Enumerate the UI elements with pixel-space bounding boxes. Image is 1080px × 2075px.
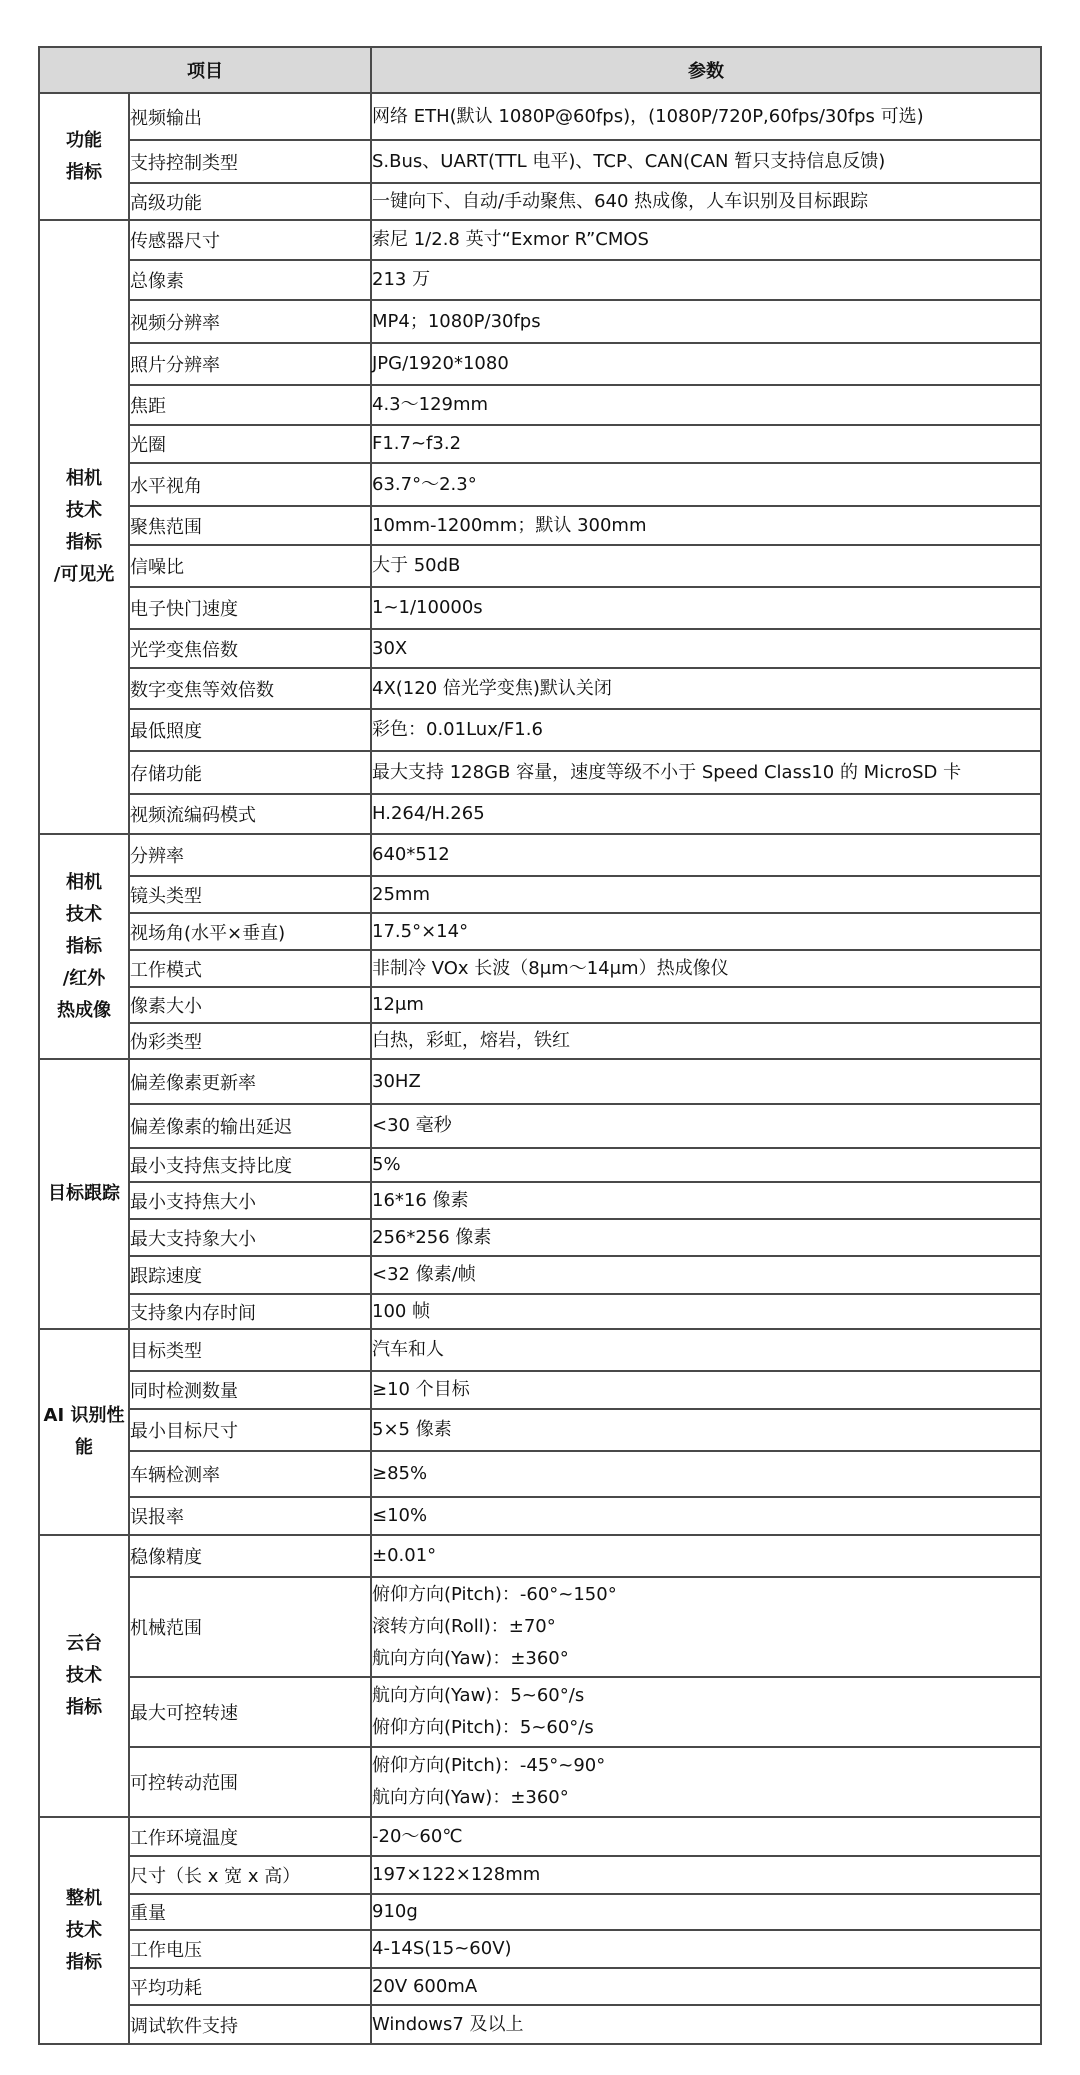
item-label: 总像素 xyxy=(129,260,371,300)
table-row xyxy=(39,1148,1041,1182)
table-row xyxy=(39,183,1041,220)
category-cell: 相机 技术 指标 /红外 热成像 xyxy=(39,834,129,1059)
item-value: F1.7~f3.2 xyxy=(371,425,1041,463)
table-row xyxy=(39,545,1041,587)
header-item: 项目 xyxy=(39,47,371,93)
item-value: 大于 50dB xyxy=(371,545,1041,587)
item-value: ≤10% xyxy=(371,1497,1041,1535)
item-value: 4.3～129mm xyxy=(371,385,1041,425)
item-label: 尺寸（长 x 宽 x 高） xyxy=(129,1856,371,1894)
table-row xyxy=(39,876,1041,913)
table-row xyxy=(39,1577,1041,1677)
item-label: 可控转动范围 xyxy=(129,1747,371,1817)
table-row xyxy=(39,709,1041,751)
item-label: 光圈 xyxy=(129,425,371,463)
spec-body xyxy=(39,93,1041,2044)
item-value: <30 毫秒 xyxy=(371,1104,1041,1148)
item-value: 100 帧 xyxy=(371,1294,1041,1329)
table-row xyxy=(39,1451,1041,1497)
item-label: 视频流编码模式 xyxy=(129,794,371,834)
item-value: 俯仰方向(Pitch)：-45°~90° 航向方向(Yaw)：±360° xyxy=(371,1747,1041,1817)
table-row xyxy=(39,260,1041,300)
item-label: 重量 xyxy=(129,1894,371,1930)
item-label: 焦距 xyxy=(129,385,371,425)
item-value: 25mm xyxy=(371,876,1041,913)
item-label: 平均功耗 xyxy=(129,1968,371,2005)
item-label: 工作电压 xyxy=(129,1930,371,1968)
item-value: 17.5°×14° xyxy=(371,913,1041,950)
item-value: 12μm xyxy=(371,987,1041,1023)
table-row xyxy=(39,2005,1041,2044)
table-header-row xyxy=(39,47,1041,93)
item-label: 伪彩类型 xyxy=(129,1023,371,1059)
item-value: 俯仰方向(Pitch)：-60°~150° 滚转方向(Roll)：±70° 航向方向(Yaw)：±360° xyxy=(371,1577,1041,1677)
item-value: 256*256 像素 xyxy=(371,1219,1041,1256)
item-value: 5×5 像素 xyxy=(371,1409,1041,1451)
item-label: 支持控制类型 xyxy=(129,140,371,183)
table-row xyxy=(39,913,1041,950)
item-value: 30HZ xyxy=(371,1059,1041,1104)
item-value: 一键向下、自动/手动聚焦、640 热成像，人车识别及目标跟踪 xyxy=(371,183,1041,220)
item-label: 最小支持焦大小 xyxy=(129,1182,371,1219)
item-label: 传感器尺寸 xyxy=(129,220,371,260)
item-label: 视频分辨率 xyxy=(129,300,371,343)
table-row xyxy=(39,834,1041,876)
item-label: 同时检测数量 xyxy=(129,1371,371,1409)
item-value: ≥10 个目标 xyxy=(371,1371,1041,1409)
item-label: 聚焦范围 xyxy=(129,506,371,545)
category-cell: 云台 技术 指标 xyxy=(39,1535,129,1817)
item-label: 误报率 xyxy=(129,1497,371,1535)
table-row xyxy=(39,506,1041,545)
item-label: 支持象内存时间 xyxy=(129,1294,371,1329)
table-row xyxy=(39,1409,1041,1451)
item-label: 车辆检测率 xyxy=(129,1451,371,1497)
item-value: MP4；1080P/30fps xyxy=(371,300,1041,343)
item-label: 最大可控转速 xyxy=(129,1677,371,1747)
item-label: 视频输出 xyxy=(129,93,371,140)
item-value: 白热，彩虹，熔岩，铁红 xyxy=(371,1023,1041,1059)
item-value: S.Bus、UART(TTL 电平)、TCP、CAN(CAN 暂只支持信息反馈) xyxy=(371,140,1041,183)
item-label: 信噪比 xyxy=(129,545,371,587)
item-value: H.264/H.265 xyxy=(371,794,1041,834)
table-row xyxy=(39,300,1041,343)
item-label: 电子快门速度 xyxy=(129,587,371,629)
table-row xyxy=(39,1747,1041,1817)
item-value: Windows7 及以上 xyxy=(371,2005,1041,2044)
category-cell: 功能 指标 xyxy=(39,93,129,220)
table-row xyxy=(39,1104,1041,1148)
category-cell: 目标跟踪 xyxy=(39,1059,129,1329)
item-label: 镜头类型 xyxy=(129,876,371,913)
item-label: 照片分辨率 xyxy=(129,343,371,385)
item-value: 非制冷 VOx 长波（8μm～14μm）热成像仪 xyxy=(371,950,1041,987)
item-label: 高级功能 xyxy=(129,183,371,220)
item-value: 索尼 1/2.8 英寸“Exmor R”CMOS xyxy=(371,220,1041,260)
table-row xyxy=(39,1329,1041,1371)
item-value: 5% xyxy=(371,1148,1041,1182)
category-cell: AI 识别性 能 xyxy=(39,1329,129,1535)
item-label: 偏差像素更新率 xyxy=(129,1059,371,1104)
table-row xyxy=(39,1535,1041,1577)
item-value: 640*512 xyxy=(371,834,1041,876)
item-value: 16*16 像素 xyxy=(371,1182,1041,1219)
item-value: 最大支持 128GB 容量，速度等级不小于 Speed Class10 的 MicroSD 卡 xyxy=(371,751,1041,794)
spec-table xyxy=(38,46,1042,2045)
item-value: JPG/1920*1080 xyxy=(371,343,1041,385)
item-label: 分辨率 xyxy=(129,834,371,876)
table-row xyxy=(39,385,1041,425)
item-value: 1~1/10000s xyxy=(371,587,1041,629)
header-param: 参数 xyxy=(371,47,1041,93)
table-row xyxy=(39,140,1041,183)
item-label: 视场角(水平×垂直) xyxy=(129,913,371,950)
item-label: 最低照度 xyxy=(129,709,371,751)
item-value: <32 像素/帧 xyxy=(371,1256,1041,1294)
table-row xyxy=(39,587,1041,629)
table-row xyxy=(39,1677,1041,1747)
table-row xyxy=(39,220,1041,260)
table-row xyxy=(39,794,1041,834)
table-row xyxy=(39,1856,1041,1894)
item-label: 数字变焦等效倍数 xyxy=(129,668,371,709)
table-row xyxy=(39,668,1041,709)
table-row xyxy=(39,1182,1041,1219)
item-value: 910g xyxy=(371,1894,1041,1930)
table-row xyxy=(39,987,1041,1023)
item-value: 4-14S(15~60V) xyxy=(371,1930,1041,1968)
item-value: 10mm-1200mm；默认 300mm xyxy=(371,506,1041,545)
item-value: ≥85% xyxy=(371,1451,1041,1497)
item-label: 最大支持象大小 xyxy=(129,1219,371,1256)
item-label: 水平视角 xyxy=(129,463,371,506)
table-row xyxy=(39,1497,1041,1535)
table-row xyxy=(39,629,1041,668)
item-value: 航向方向(Yaw)：5~60°/s 俯仰方向(Pitch)：5~60°/s xyxy=(371,1677,1041,1747)
table-row xyxy=(39,1219,1041,1256)
table-row xyxy=(39,1256,1041,1294)
item-value: -20～60℃ xyxy=(371,1817,1041,1856)
item-label: 机械范围 xyxy=(129,1577,371,1677)
item-label: 稳像精度 xyxy=(129,1535,371,1577)
item-value: 20V 600mA xyxy=(371,1968,1041,2005)
table-row xyxy=(39,425,1041,463)
table-row xyxy=(39,751,1041,794)
item-value: 197×122×128mm xyxy=(371,1856,1041,1894)
item-value: 彩色：0.01Lux/F1.6 xyxy=(371,709,1041,751)
item-label: 存储功能 xyxy=(129,751,371,794)
table-row xyxy=(39,93,1041,140)
category-cell: 相机 技术 指标 /可见光 xyxy=(39,220,129,834)
item-label: 最小支持焦支持比度 xyxy=(129,1148,371,1182)
item-label: 最小目标尺寸 xyxy=(129,1409,371,1451)
item-label: 目标类型 xyxy=(129,1329,371,1371)
table-row xyxy=(39,1371,1041,1409)
item-label: 跟踪速度 xyxy=(129,1256,371,1294)
item-value: ±0.01° xyxy=(371,1535,1041,1577)
table-row xyxy=(39,1023,1041,1059)
item-value: 30X xyxy=(371,629,1041,668)
table-row xyxy=(39,1294,1041,1329)
item-value: 4X(120 倍光学变焦)默认关闭 xyxy=(371,668,1041,709)
table-row xyxy=(39,463,1041,506)
table-row xyxy=(39,1894,1041,1930)
item-label: 偏差像素的输出延迟 xyxy=(129,1104,371,1148)
category-cell: 整机 技术 指标 xyxy=(39,1817,129,2044)
item-value: 汽车和人 xyxy=(371,1329,1041,1371)
item-label: 调试软件支持 xyxy=(129,2005,371,2044)
table-row xyxy=(39,1968,1041,2005)
item-value: 网络 ETH(默认 1080P@60fps)，(1080P/720P,60fps/30fps 可选) xyxy=(371,93,1041,140)
item-label: 光学变焦倍数 xyxy=(129,629,371,668)
table-row xyxy=(39,1059,1041,1104)
table-row xyxy=(39,1817,1041,1856)
item-value: 63.7°～2.3° xyxy=(371,463,1041,506)
item-label: 工作模式 xyxy=(129,950,371,987)
item-label: 像素大小 xyxy=(129,987,371,1023)
item-value: 213 万 xyxy=(371,260,1041,300)
table-row xyxy=(39,343,1041,385)
item-label: 工作环境温度 xyxy=(129,1817,371,1856)
table-row xyxy=(39,1930,1041,1968)
table-row xyxy=(39,950,1041,987)
